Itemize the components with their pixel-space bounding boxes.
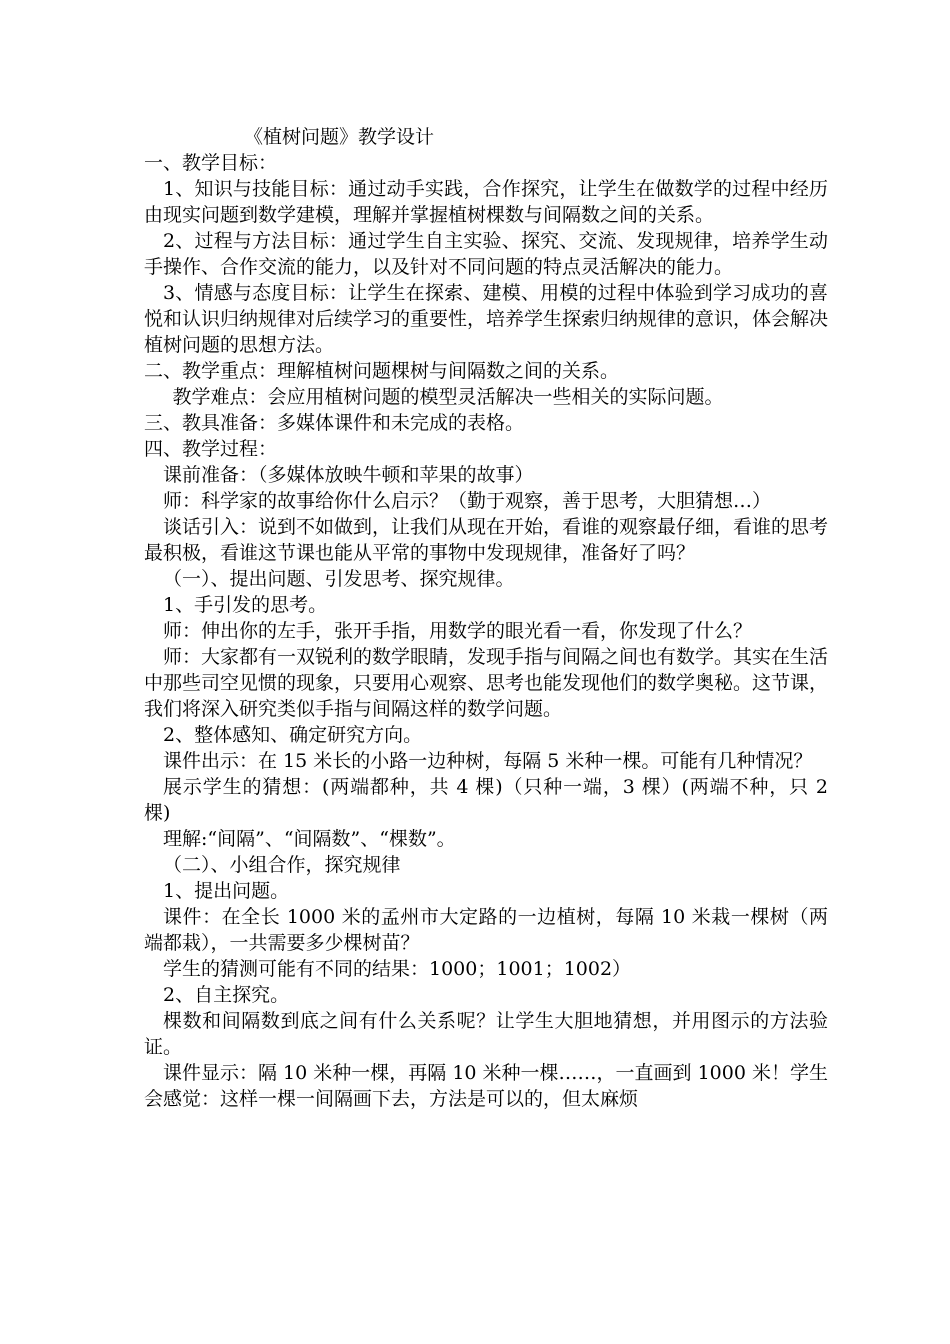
paragraph: （一）、提出问题、引发思考、探究规律。 [163, 568, 515, 590]
paragraph: 课件：在全长 1000 米的孟州市大定路的一边植树，每隔 10 米栽一棵树（两端都栽），一共需要多少棵树苗？ [144, 906, 828, 954]
paragraph: 二、教学重点：理解植树问题棵树与间隔数之间的关系。 [144, 360, 620, 382]
document-body [144, 124, 835, 1112]
paragraph: （二）、小组合作，探究规律 [163, 854, 401, 876]
paragraph: 1、提出问题。 [163, 880, 290, 902]
paragraph: 三、教具准备：多媒体课件和未完成的表格。 [144, 412, 525, 434]
paragraph: 3、情感与态度目标：让学生在探索、建模、用模的过程中体验到学习成功的喜悦和认识归纳规律对后续学习的重要性，培养学生探索归纳规律的意识，体会解决植树问题的思想方法。 [144, 282, 829, 356]
paragraph: 展示学生的猜想：(两端都种，共 4 棵)（只种一端，3 棵）(两端不种，只 2 棵) [144, 776, 835, 824]
paragraph: 2、自主探究。 [163, 984, 290, 1006]
paragraph: 师：伸出你的左手，张开手指，用数学的眼光看一看，你发现了什么？ [163, 620, 753, 642]
paragraph: 棵数和间隔数到底之间有什么关系呢？让学生大胆地猜想，并用图示的方法验证。 [144, 1010, 828, 1058]
paragraph: 2、过程与方法目标：通过学生自主实验、探究、交流、发现规律，培养学生动手操作、合作交流的能力，以及针对不同问题的特点灵活解决的能力。 [144, 230, 828, 278]
paragraph: 课前准备：（多媒体放映牛顿和苹果的故事） [163, 464, 534, 486]
paragraph: 1、知识与技能目标：通过动手实践，合作探究，让学生在做数学的过程中经历由现实问题到数学建模，理解并掌握植树棵数与间隔数之间的关系。 [144, 178, 828, 226]
paragraph-list [144, 150, 835, 1112]
paragraph: 教学难点：会应用植树问题的模型灵活解决一些相关的实际问题。 [172, 386, 724, 408]
document-title: 《植树问题》教学设计 [244, 126, 435, 148]
paragraph: 师：大家都有一双锐利的数学眼睛，发现手指与间隔之间也有数学。其实在生活中那些司空见惯的现象，只要用心观察、思考也能发现他们的数学奥秘。这节课，我们将深入研究类似手指与间隔这样的数学问题。 [144, 646, 829, 720]
paragraph: 课件显示：隔 10 米种一棵，再隔 10 米种一棵……，一直画到 1000 米！学生会感觉：这样一棵一间隔画下去，方法是可以的，但太麻烦 [144, 1062, 828, 1110]
paragraph: 四、教学过程： [144, 438, 278, 460]
paragraph: 2、整体感知、确定研究方向。 [163, 724, 423, 746]
paragraph: 师：科学家的故事给你什么启示？（勤于观察，善于思考，大胆猜想…） [163, 490, 772, 512]
paragraph: 谈话引入：说到不如做到，让我们从现在开始，看谁的观察最仔细，看谁的思考最积极，看谁这节课也能从平常的事物中发现规律，准备好了吗？ [144, 516, 829, 564]
paragraph: 1、手引发的思考。 [163, 594, 328, 616]
paragraph: 理解:“间隔”、“间隔数”、“棵数”。 [163, 828, 456, 850]
paragraph: 一、教学目标： [144, 152, 278, 174]
paragraph: 学生的猜测可能有不同的结果：1000；1001；1002） [163, 958, 632, 980]
paragraph: 课件出示：在 15 米长的小路一边种树，每隔 5 米种一棵。可能有几种情况？ [163, 750, 813, 772]
